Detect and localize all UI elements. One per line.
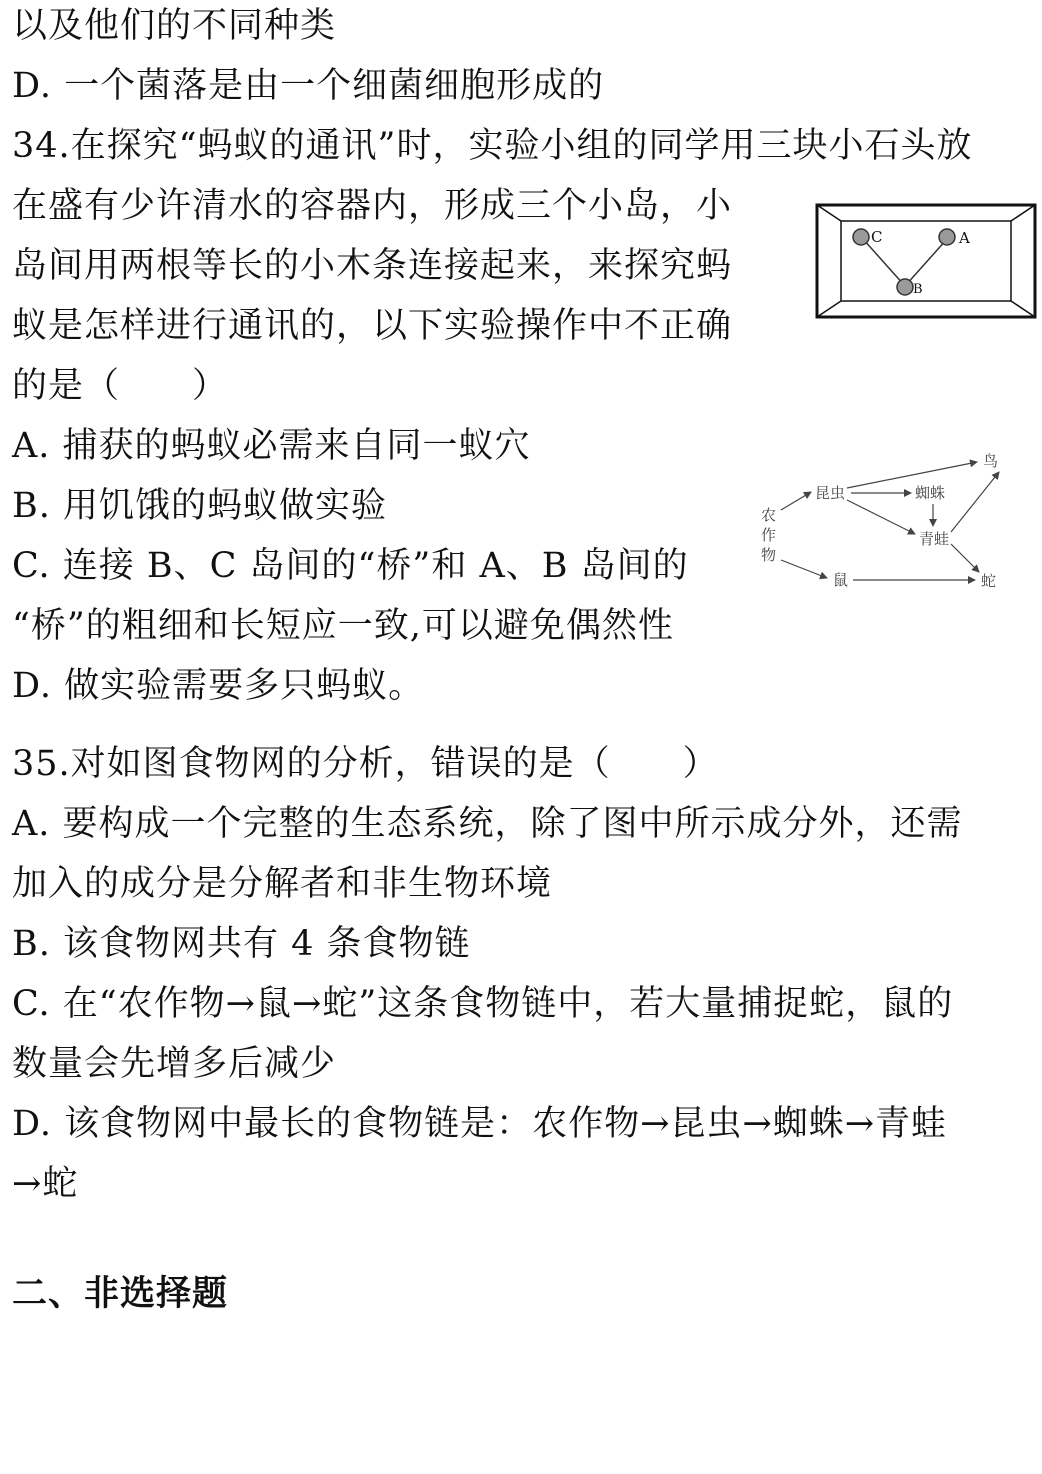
mouse-label: 鼠 bbox=[833, 571, 849, 589]
line-19: D. 该食物网中最长的食物链是：农作物→昆虫→蜘蛛→青蛙 bbox=[12, 1104, 948, 1144]
container-corner-line bbox=[1011, 301, 1035, 317]
line-10: C. 连接 B、C 岛间的“桥”和 A、B 岛间的 bbox=[12, 546, 689, 586]
container-corner-line bbox=[1011, 205, 1035, 221]
line-13: 35.对如图食物网的分析，错误的是（ ） bbox=[12, 744, 719, 784]
container-corner-line bbox=[817, 205, 841, 221]
crop-label-2: 作 bbox=[761, 526, 777, 544]
line-12: D. 做实验需要多只蚂蚁。 bbox=[12, 666, 425, 706]
section-heading: 二、非选择题 bbox=[12, 1273, 229, 1314]
line-16: B. 该食物网共有 4 条食物链 bbox=[12, 924, 471, 964]
frog-label: 青蛙 bbox=[919, 530, 950, 548]
container-corner-line bbox=[817, 301, 841, 317]
island-b-label: B bbox=[913, 282, 923, 297]
insect-label: 昆虫 bbox=[815, 484, 846, 502]
bird-label: 鸟 bbox=[983, 452, 999, 470]
island-c bbox=[853, 229, 869, 245]
line-11: “桥”的粗细和长短应一致,可以避免偶然性 bbox=[12, 606, 674, 646]
line-1: 以及他们的不同种类 bbox=[12, 6, 337, 46]
line-4: 在盛有少许清水的容器内，形成三个小岛，小 bbox=[12, 186, 733, 226]
line-5: 岛间用两根等长的小木条连接起来，来探究蚂 bbox=[12, 246, 733, 286]
spider-label: 蜘蛛 bbox=[915, 484, 946, 502]
island-c-label: C bbox=[871, 228, 883, 246]
bridge-c-b bbox=[863, 239, 905, 286]
food-web-figure bbox=[755, 448, 1015, 598]
island-a bbox=[939, 229, 955, 245]
line-8: A. 捕获的蚂蚁必需来自同一蚁穴 bbox=[12, 426, 531, 466]
arrow-frog-to-bird bbox=[951, 472, 999, 532]
island-b bbox=[897, 279, 913, 295]
crop-label-1: 农 bbox=[761, 506, 777, 524]
line-18: 数量会先增多后减少 bbox=[12, 1044, 337, 1084]
arrow-insect-to-frog bbox=[847, 500, 915, 534]
ant-experiment-figure bbox=[815, 203, 1037, 319]
island-a-label: A bbox=[959, 229, 970, 247]
bridge-a-b bbox=[905, 239, 947, 286]
arrow-insect-to-bird bbox=[847, 462, 977, 488]
container-outer-frame bbox=[817, 205, 1035, 317]
line-3: 34.在探究“蚂蚁的通讯”时，实验小组的同学用三块小石头放 bbox=[12, 126, 973, 166]
line-15: 加入的成分是分解者和非生物环境 bbox=[12, 864, 553, 904]
line-14: A. 要构成一个完整的生态系统，除了图中所示成分外，还需 bbox=[12, 804, 963, 844]
line-2: D. 一个菌落是由一个细菌细胞形成的 bbox=[12, 66, 605, 106]
line-6: 蚁是怎样进行通讯的，以下实验操作中不正确 bbox=[12, 306, 733, 346]
line-7: 的是（ ） bbox=[12, 366, 229, 406]
line-17: C. 在“农作物→鼠→蛇”这条食物链中，若大量捕捉蛇，鼠的 bbox=[12, 984, 954, 1024]
crop-label-3: 物 bbox=[761, 546, 777, 564]
snake-label: 蛇 bbox=[981, 572, 997, 590]
line-9: B. 用饥饿的蚂蚁做实验 bbox=[12, 486, 387, 526]
line-20: →蛇 bbox=[12, 1164, 79, 1204]
arrow-crop-to-insect bbox=[781, 492, 811, 510]
arrow-frog-to-snake bbox=[951, 544, 979, 572]
arrow-crop-to-mouse bbox=[781, 560, 827, 578]
